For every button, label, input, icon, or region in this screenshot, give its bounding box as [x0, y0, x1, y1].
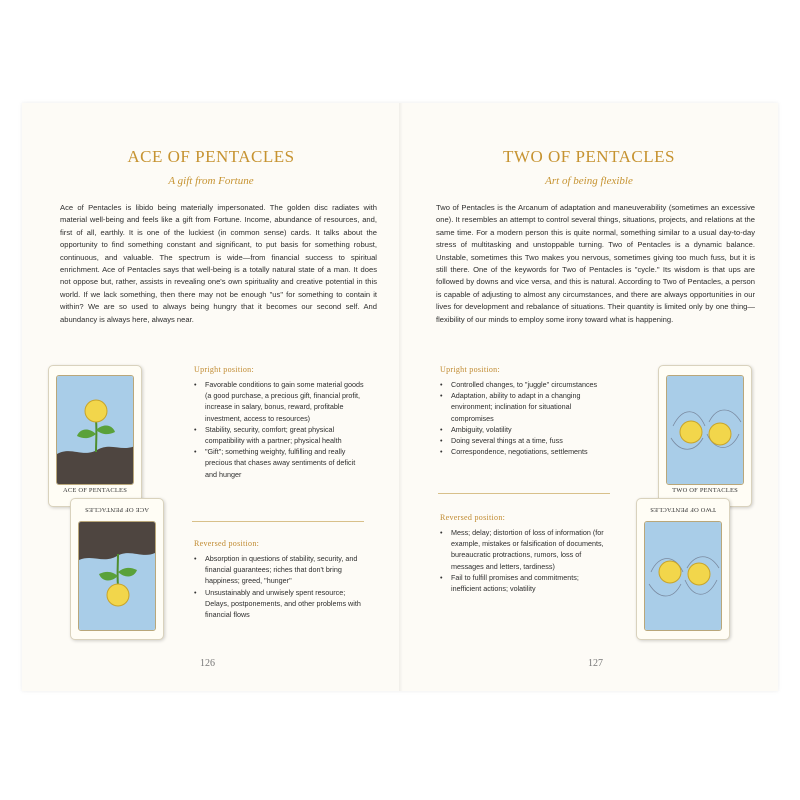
card-label: TWO OF PENTACLES — [672, 487, 738, 494]
body-text: Two of Pentacles is the Arcanum of adaptation and maneuverability (sometimes an excessive one). It resembles an attempt to control several things, situations, projects, and relations at the same time. For a modern person this is quite normal, something similar to a usual day-to-day stress of multitasking and unstoppable turning. Two of Pentacles is a dynamic balance. Unstable, sometimes this Two makes you nervous, sometimes giving too much fuss, but it is still there. One of the keywords for Two of Pentacles is "cycle." Its wisdom is that ups are followed by downs and vice versa, and this is natural. According to Two of Pentacles, a person is capable of adjusting to almost any circumstances, and there are always opportunities in our lives for development and rebalance of situations. Their quantity is limited only by one thing—flexibility of our minds to employ some irony toward what is happening. — [436, 203, 755, 324]
card-two-upright — [658, 365, 752, 507]
list-item: • Stability, security, comfort; great physical compatibility with a partner; physical health — [194, 424, 364, 446]
list-item: • Adaptation, ability to adapt in a changing environment; inclination for situational compromises — [440, 390, 610, 424]
card-two-reversed — [636, 498, 730, 640]
ace-of-pentacles-reversed-illustration — [79, 522, 156, 630]
list-item: • Correspondence, negotiations, settlements — [440, 446, 610, 457]
list-item: • Unsustainably and unwisely spent resource; Delays, postponements, and other problems with financial flows — [194, 587, 364, 621]
page-subtitle: A gift from Fortune — [168, 175, 254, 187]
two-of-pentacles-reversed-illustration — [645, 522, 722, 630]
list-item: • Fail to fulfill promises and commitments; inefficient actions; volatility — [440, 572, 610, 594]
card-label: ACE OF PENTACLES — [62, 487, 128, 494]
book-spread — [22, 103, 778, 691]
reversed-heading: Reversed position: — [194, 539, 260, 548]
card-ace-reversed — [70, 498, 164, 640]
page-title: TWO OF PENTACLES — [503, 147, 675, 166]
upright-list — [194, 379, 364, 480]
section-divider — [192, 521, 364, 522]
page-number: 127 — [588, 658, 603, 669]
ace-of-pentacles-illustration — [57, 376, 134, 484]
card-ace-upright — [48, 365, 142, 507]
left-page — [22, 103, 400, 691]
reversed-list — [440, 527, 610, 594]
card-label: ACE OF PENTACLES — [84, 506, 150, 513]
list-item: • Doing several things at a time, fuss — [440, 435, 610, 446]
two-of-pentacles-illustration — [667, 376, 744, 484]
upright-list — [440, 379, 610, 457]
section-divider — [438, 493, 610, 494]
list-item: • "Gift"; something weighty, fulfilling and really precious that chases away sentiments of deficit and hunger — [194, 446, 364, 480]
upright-heading: Upright position: — [440, 365, 500, 374]
upright-heading: Upright position: — [194, 365, 254, 374]
reversed-list — [194, 553, 364, 620]
list-item: • Favorable conditions to gain some material goods (a good purchase, a precious gift, financial profit, increase in salary, bonus, reward, profitable investment, access to resources) — [194, 379, 364, 424]
page-subtitle: Art of being flexible — [545, 175, 633, 187]
right-page — [400, 103, 778, 691]
list-item: • Mess; delay; distortion of loss of information (for example, mistakes or falsification of documents, bureaucratic protractions, rumors, loss of messages and letters, tardiness) — [440, 527, 610, 572]
list-item: • Ambiguity, volatility — [440, 424, 610, 435]
body-text: Ace of Pentacles is libido being materially impersonated. The golden disc radiates with material well-being and feels like a gift from Fortune. Income, abundance of resources, and, first of all, earthly. It is one of the luckiest (in common sense) cards. It talks about the opportunity to find something constant and significant, to put basis for something robust, continuous, and valuable. The spectrum is wide—from financial success to spiritual enrichment. Ace of Pentacles says that well-being is a totally natural state of a man. It does not oppose but, rather, assists in revealing one's own spirituality and creative potential in this world. If we lack something, then there may not be enough "us" for something to contain it within? We are so used to always being hungry that it becomes our second self. And abundancy is always here, always near. — [60, 203, 377, 324]
page-title: ACE OF PENTACLES — [127, 147, 295, 166]
page-number: 126 — [200, 658, 215, 669]
list-item: • Absorption in questions of stability, security, and financial guarantees; riches that don't bring happiness; greed, "hunger" — [194, 553, 364, 587]
card-label: TWO OF PENTACLES — [650, 506, 716, 513]
list-item: • Controlled changes, to "juggle" circumstances — [440, 379, 610, 390]
reversed-heading: Reversed position: — [440, 513, 506, 522]
